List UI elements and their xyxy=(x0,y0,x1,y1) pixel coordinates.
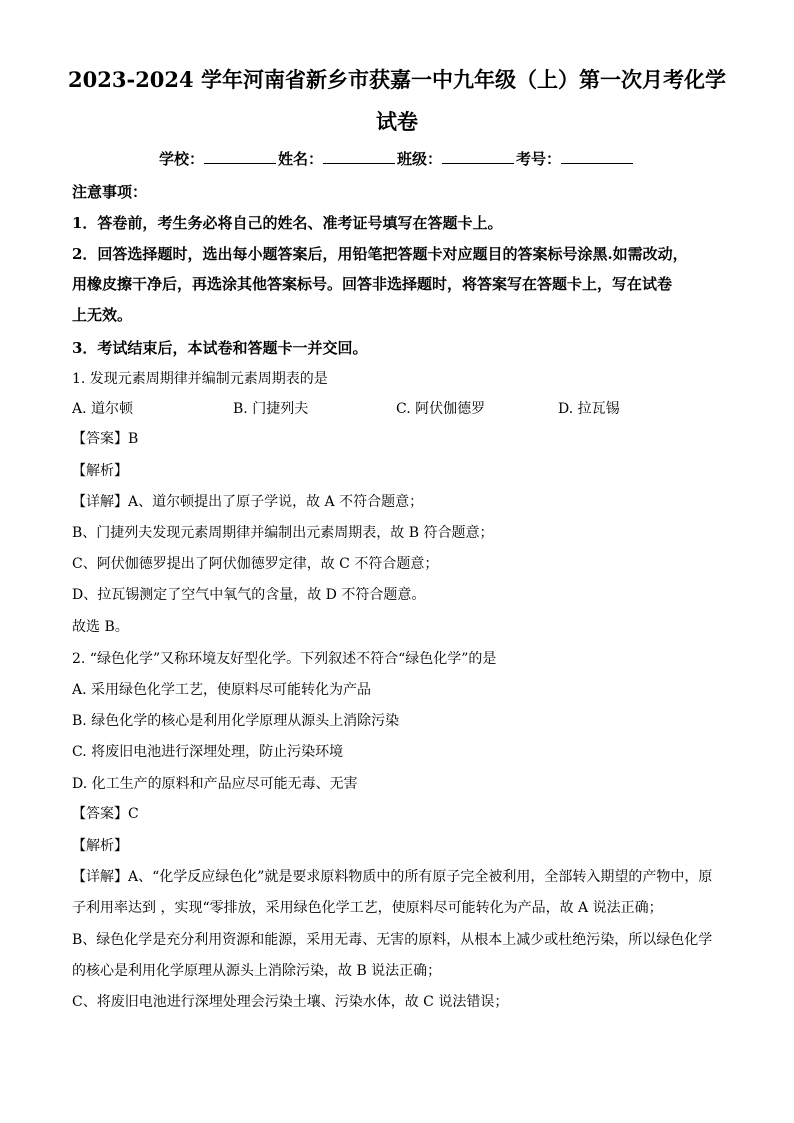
school-blank xyxy=(204,149,276,164)
exam-title-line2: 试卷 xyxy=(376,109,418,134)
q1-analysis-tag: 【解析】 xyxy=(72,463,128,479)
note-2-line3: 上无效。 xyxy=(72,306,133,324)
number-blank xyxy=(561,149,633,164)
q1-option-d: D. 拉瓦锡 xyxy=(558,401,620,417)
q1-conclusion: 故选 B。 xyxy=(72,619,129,635)
q1-option-c: C. 阿伏伽德罗 xyxy=(396,401,486,417)
q2-option-a: A. 采用绿色化学工艺，使原料尽可能转化为产品 xyxy=(72,682,372,698)
q2-option-c: C. 将废旧电池进行深埋处理，防止污染环境 xyxy=(72,744,344,760)
name-blank xyxy=(323,149,395,164)
q2-detail-4: 的核心是利用化学原理从源头上消除污染，故 B 说法正确； xyxy=(72,963,442,979)
exam-title-line1: 2023-2024 学年河南省新乡市获嘉一中九年级（上）第一次月考化学 xyxy=(68,67,726,92)
q2-answer: 【答案】C xyxy=(72,806,139,822)
q2-detail-1: 【详解】A、“化学反应绿色化”就是要求原料物质中的所有原子完全被利用，全部转入期望的产物中，原 xyxy=(72,869,713,885)
q1-detail-4: D、拉瓦锡测定了空气中氧气的含量，故 D 不符合题意。 xyxy=(72,587,426,603)
name-label: 姓名： xyxy=(277,150,323,168)
q2-analysis-tag: 【解析】 xyxy=(72,838,128,854)
q2-option-d: D. 化工生产的原料和产品应尽可能无毒、无害 xyxy=(72,776,358,792)
q1-option-b: B. 门捷列夫 xyxy=(233,401,309,417)
student-info-row xyxy=(0,148,794,170)
school-label: 学校： xyxy=(158,150,204,168)
q1-detail-2: B、门捷列夫发现元素周期律并编制出元素周期表，故 B 符合题意； xyxy=(72,525,494,541)
note-3: 3．考试结束后，本试卷和答题卡一并交回。 xyxy=(72,339,368,357)
number-label: 考号： xyxy=(516,150,562,168)
q1-stem: 1. 发现元素周期律并编制元素周期表的是 xyxy=(72,371,328,387)
note-2-line1: 2．回答选择题时，选出每小题答案后，用铅笔把答题卡对应题目的答案标号涂黑.如需改动， xyxy=(72,245,688,263)
q2-detail-3: B、绿色化学是充分利用资源和能源，采用无毒、无害的原料，从根本上减少或杜绝污染，所以绿色化学 xyxy=(72,932,713,948)
class-label: 班级： xyxy=(397,150,443,168)
class-blank xyxy=(442,149,514,164)
q1-detail-3: C、阿伏伽德罗提出了阿伏伽德罗定律，故 C 不符合题意； xyxy=(72,556,439,572)
q2-detail-5: C、将废旧电池进行深埋处理会污染土壤、污染水体，故 C 说法错误； xyxy=(72,994,509,1010)
q1-option-a: A. 道尔顿 xyxy=(72,401,134,417)
q2-stem: 2. “绿色化学”又称环境友好型化学。下列叙述不符合“绿色化学”的是 xyxy=(72,651,497,667)
note-2-line2: 用橡皮擦干净后，再选涂其他答案标号。回答非选择题时，将答案写在答题卡上，写在试卷 xyxy=(72,275,673,293)
q1-answer: 【答案】B xyxy=(72,431,139,447)
q1-detail-1: 【详解】A、道尔顿提出了原子学说，故 A 不符合题意； xyxy=(72,494,424,510)
q2-detail-2: 子利用率达到 ，实现“零排放，采用绿色化学工艺，使原料尽可能转化为产品，故 A 说法正确； xyxy=(72,900,663,916)
note-1: 1．答卷前，考生务必将自己的姓名、准考证号填写在答题卡上。 xyxy=(72,214,503,232)
notes-heading: 注意事项： xyxy=(72,183,148,201)
q2-option-b: B. 绿色化学的核心是利用化学原理从源头上消除污染 xyxy=(72,713,400,729)
